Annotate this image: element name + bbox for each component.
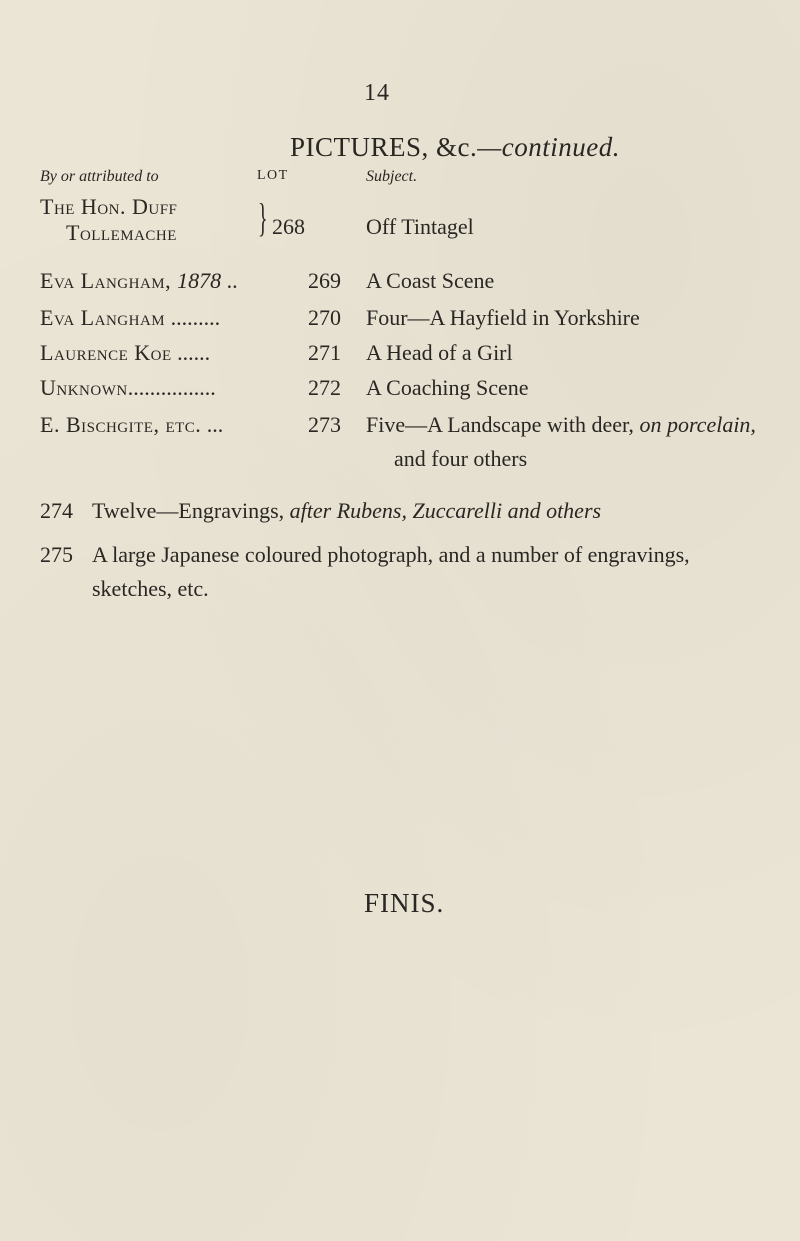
- entry-lot: 269: [308, 268, 341, 293]
- leader-dots: ...: [201, 412, 224, 437]
- artist-name-line1: The Hon. Duff: [40, 194, 178, 219]
- entry-lot: 273: [308, 412, 341, 437]
- entry-271: [0, 340, 800, 368]
- entry-subject-continued: and four others: [394, 446, 528, 471]
- page-number: 14: [364, 80, 390, 106]
- lot-description-after: after Rubens, Zuccarelli and others: [289, 498, 602, 523]
- entry-272: [0, 375, 800, 403]
- artist-name-line2: Tollemache: [66, 220, 177, 245]
- finis-text: FINIS.: [364, 888, 445, 918]
- column-headers: [0, 168, 800, 194]
- artist-name: Laurence Koe: [40, 340, 172, 365]
- entry-subject: Off Tintagel: [366, 214, 474, 239]
- heading-main: PICTURES, &c.: [290, 132, 478, 162]
- entry-subject: A Head of a Girl: [366, 340, 513, 365]
- lot-274: [40, 498, 601, 524]
- column-header-artist: By or attributed to: [40, 168, 159, 185]
- leader-dots: ......: [171, 340, 211, 365]
- column-header-lot: LOT: [257, 168, 289, 183]
- artist-name: Eva Langham: [40, 305, 166, 330]
- subject-text: Five—A Landscape with deer,: [366, 412, 640, 437]
- entry-lot: 270: [308, 305, 341, 330]
- heading-continued: —continued.: [477, 132, 620, 162]
- entry-artist: [40, 375, 216, 401]
- lot-description: Twelve—Engravings,: [92, 498, 290, 523]
- column-header-subject: Subject.: [366, 168, 418, 185]
- entry-artist: [40, 412, 223, 438]
- subject-medium: on porcelain,: [639, 412, 756, 437]
- page-heading: [290, 132, 620, 163]
- entry-subject: A Coast Scene: [366, 268, 495, 293]
- entry-lot: 271: [308, 340, 341, 365]
- entry-273: [0, 412, 800, 474]
- entry-269: [0, 268, 800, 296]
- entry-subject: [366, 412, 756, 438]
- lot-number: 274: [40, 498, 73, 523]
- entry-subject: Four—A Hayfield in Yorkshire: [366, 305, 640, 330]
- entry-subject: A Coaching Scene: [366, 375, 529, 400]
- artist-date: 1878: [177, 268, 222, 293]
- entry-lot: 272: [308, 375, 341, 400]
- leader-dots: ..: [221, 268, 238, 293]
- entry-lot: 268: [272, 214, 305, 239]
- entry-270: [0, 305, 800, 333]
- artist-name: E. Bischgite, etc.: [40, 412, 202, 437]
- entry-artist: [40, 194, 177, 220]
- brace: }: [258, 195, 268, 240]
- artist-name: Eva Langham,: [40, 268, 178, 293]
- leader-dots: ................: [127, 375, 216, 400]
- leader-dots: .........: [165, 305, 221, 330]
- lot-275-continued: sketches, etc.: [92, 576, 209, 601]
- entry-artist: [40, 305, 220, 331]
- lot-number: 275: [40, 542, 73, 567]
- lot-description: A large Japanese coloured photograph, and a number of engravings,: [92, 542, 690, 567]
- entry-artist: [40, 268, 238, 294]
- artist-name: Unknown: [40, 375, 128, 400]
- entry-268: [0, 194, 800, 256]
- entry-artist: [40, 340, 210, 366]
- lot-275: [40, 542, 690, 568]
